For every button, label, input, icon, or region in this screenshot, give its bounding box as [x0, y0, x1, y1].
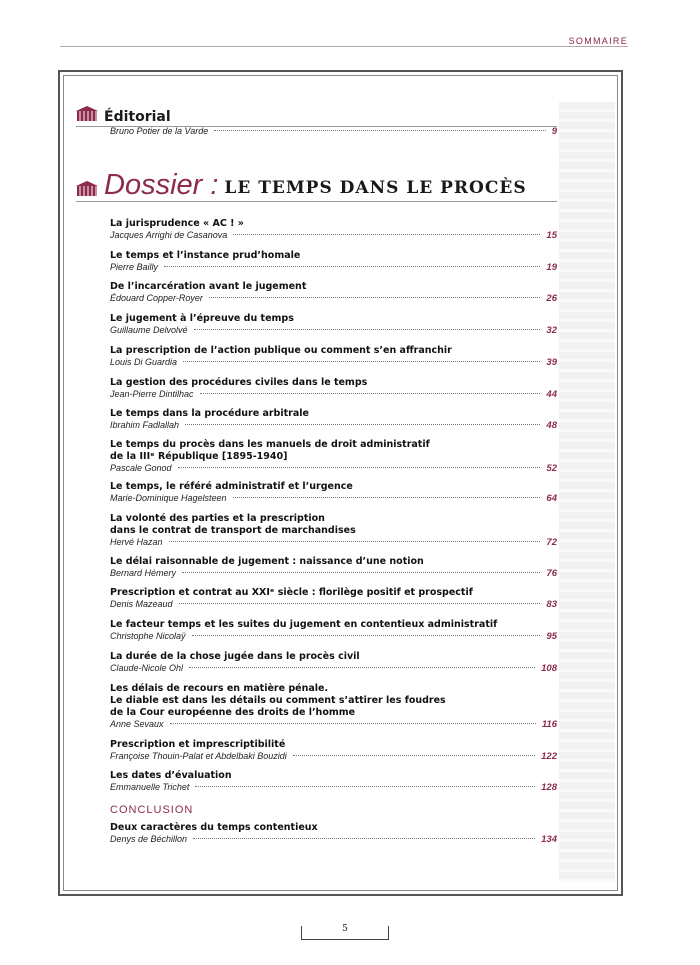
entry-title: Le jugement à l’épreuve du temps [110, 313, 294, 324]
dossier-entry [110, 481, 557, 507]
dossier-entry [110, 439, 557, 477]
entry-page: 72 [546, 537, 557, 548]
entry-author: Claude-Nicole Ohl [110, 663, 184, 673]
entry-author: Marie-Dominique Hagelsteen [110, 493, 227, 503]
entry-title: Le temps du procès dans les manuels de droit administratif de la IIIᵉ République [1895-1940] [110, 439, 430, 462]
editorial-entry [110, 126, 557, 140]
leader-dots [178, 467, 541, 468]
entry-title: Le temps et l’instance prud’homale [110, 250, 301, 261]
dossier-entry [110, 218, 557, 244]
entry-page: 128 [541, 782, 557, 793]
dossier-entry [110, 408, 557, 434]
entry-page: 9 [551, 126, 557, 137]
entry-author: Denis Mazeaud [110, 599, 173, 609]
leader-dots [293, 755, 535, 756]
entry-title: Les dates d’évaluation [110, 770, 232, 781]
building-icon [76, 181, 98, 196]
dossier-subtitle: LE TEMPS DANS LE PROCÈS [224, 178, 527, 198]
dossier-entry [110, 739, 557, 765]
entry-title: La gestion des procédures civiles dans le temps [110, 377, 368, 388]
editorial-title: Éditorial [104, 109, 171, 125]
entry-page: 108 [541, 663, 557, 674]
conclusion-entry [110, 822, 557, 848]
entry-title: Le temps dans la procédure arbitrale [110, 408, 309, 419]
leader-dots [189, 667, 535, 668]
entry-title: Les délais de recours en matière pénale. Le diable est dans les détails ou comment s’attirer les foudres de la Cour européenne des droits de l’homme [110, 683, 446, 718]
entry-author: Hervé Hazan [110, 537, 163, 547]
header-rule [60, 46, 628, 47]
entry-author: Édouard Copper-Royer [110, 293, 203, 303]
entry-page: 64 [546, 493, 557, 504]
entry-author: Ibrahim Fadlallah [110, 420, 180, 430]
entry-author: Jacques Arrighi de Casanova [110, 230, 228, 240]
dossier-entry [110, 770, 557, 796]
entry-title: La jurisprudence « AC ! » [110, 218, 244, 229]
dossier-entry [110, 313, 557, 339]
entry-title: Le temps, le référé administratif et l’urgence [110, 481, 353, 492]
entry-page: 44 [546, 389, 557, 400]
entry-page: 19 [546, 262, 557, 273]
dossier-entry [110, 683, 557, 733]
entry-title: Le délai raisonnable de jugement : naissance d’une notion [110, 556, 424, 567]
entry-author: Emmanuelle Trichet [110, 782, 190, 792]
leader-dots [233, 497, 541, 498]
dossier-entry [110, 651, 557, 677]
leader-dots [214, 130, 545, 131]
dossier-entry [110, 587, 557, 613]
entry-title: Prescription et contrat au XXIᵉ siècle : florilège positif et prospectif [110, 587, 473, 598]
entry-page: 83 [546, 599, 557, 610]
leader-dots [183, 361, 540, 362]
entry-page: 52 [546, 463, 557, 474]
entry-title: Prescription et imprescriptibilité [110, 739, 286, 750]
leader-dots [200, 393, 541, 394]
leader-dots [193, 838, 535, 839]
entry-title: La prescription de l’action publique ou comment s’en affranchir [110, 345, 452, 356]
dossier-entry [110, 281, 557, 307]
entry-page: 26 [546, 293, 557, 304]
page-section-label: SOMMAIRE [568, 36, 628, 46]
entry-title: Deux caractères du temps contentieux [110, 822, 318, 833]
conclusion-label: CONCLUSION [110, 804, 194, 816]
entry-page: 32 [546, 325, 557, 336]
dossier-entry [110, 556, 557, 582]
dossier-heading [76, 170, 557, 202]
entry-page: 122 [541, 751, 557, 762]
entry-page: 39 [546, 357, 557, 368]
leader-dots [195, 786, 535, 787]
leader-dots [209, 297, 541, 298]
dossier-entry [110, 250, 557, 276]
entry-author: Pierre Bailly [110, 262, 159, 272]
leader-dots [179, 603, 541, 604]
leader-dots [170, 723, 536, 724]
leader-dots [233, 234, 540, 235]
entry-page: 116 [541, 719, 557, 730]
entry-title: La volonté des parties et la prescription dans le contrat de transport de marchandises [110, 513, 356, 536]
entry-page: 15 [546, 230, 557, 241]
entry-title: Le facteur temps et les suites du jugement en contentieux administratif [110, 619, 498, 630]
dossier-entry [110, 377, 557, 403]
entry-author: Françoise Thouin-Palat et Abdelbaki Bouzidi [110, 751, 287, 761]
contents-frame [58, 70, 623, 896]
entry-author: Bernard Hémery [110, 568, 177, 578]
entry-page: 76 [546, 568, 557, 579]
sommaire-watermark [559, 102, 615, 882]
leader-dots [182, 572, 540, 573]
leader-dots [164, 266, 540, 267]
dossier-entry [110, 513, 557, 551]
dossier-entry [110, 619, 557, 645]
entry-author: Anne Sevaux [110, 719, 164, 729]
entry-author: Bruno Potier de la Varde [110, 126, 209, 136]
leader-dots [192, 635, 541, 636]
building-icon [76, 106, 98, 121]
page-folio [301, 922, 389, 942]
entry-title: De l’incarcération avant le jugement [110, 281, 307, 292]
entry-page: 48 [546, 420, 557, 431]
entry-author: Jean-Pierre Dintilhac [110, 389, 194, 399]
leader-dots [169, 541, 541, 542]
leader-dots [185, 424, 540, 425]
entry-page: 95 [546, 631, 557, 642]
page-number: 5 [342, 924, 348, 934]
entry-author: Denys de Béchillon [110, 834, 188, 844]
entry-page: 134 [541, 834, 557, 845]
entry-title: La durée de la chose jugée dans le procès civil [110, 651, 360, 662]
dossier-title: Dossier : [104, 169, 219, 201]
entry-author: Christophe Nicolaÿ [110, 631, 186, 641]
editorial-heading [76, 106, 557, 127]
leader-dots [194, 329, 541, 330]
entry-author: Pascale Gonod [110, 463, 172, 473]
dossier-entry [110, 345, 557, 371]
entry-author: Louis Di Guardia [110, 357, 178, 367]
entry-author: Guillaume Delvolvé [110, 325, 188, 335]
